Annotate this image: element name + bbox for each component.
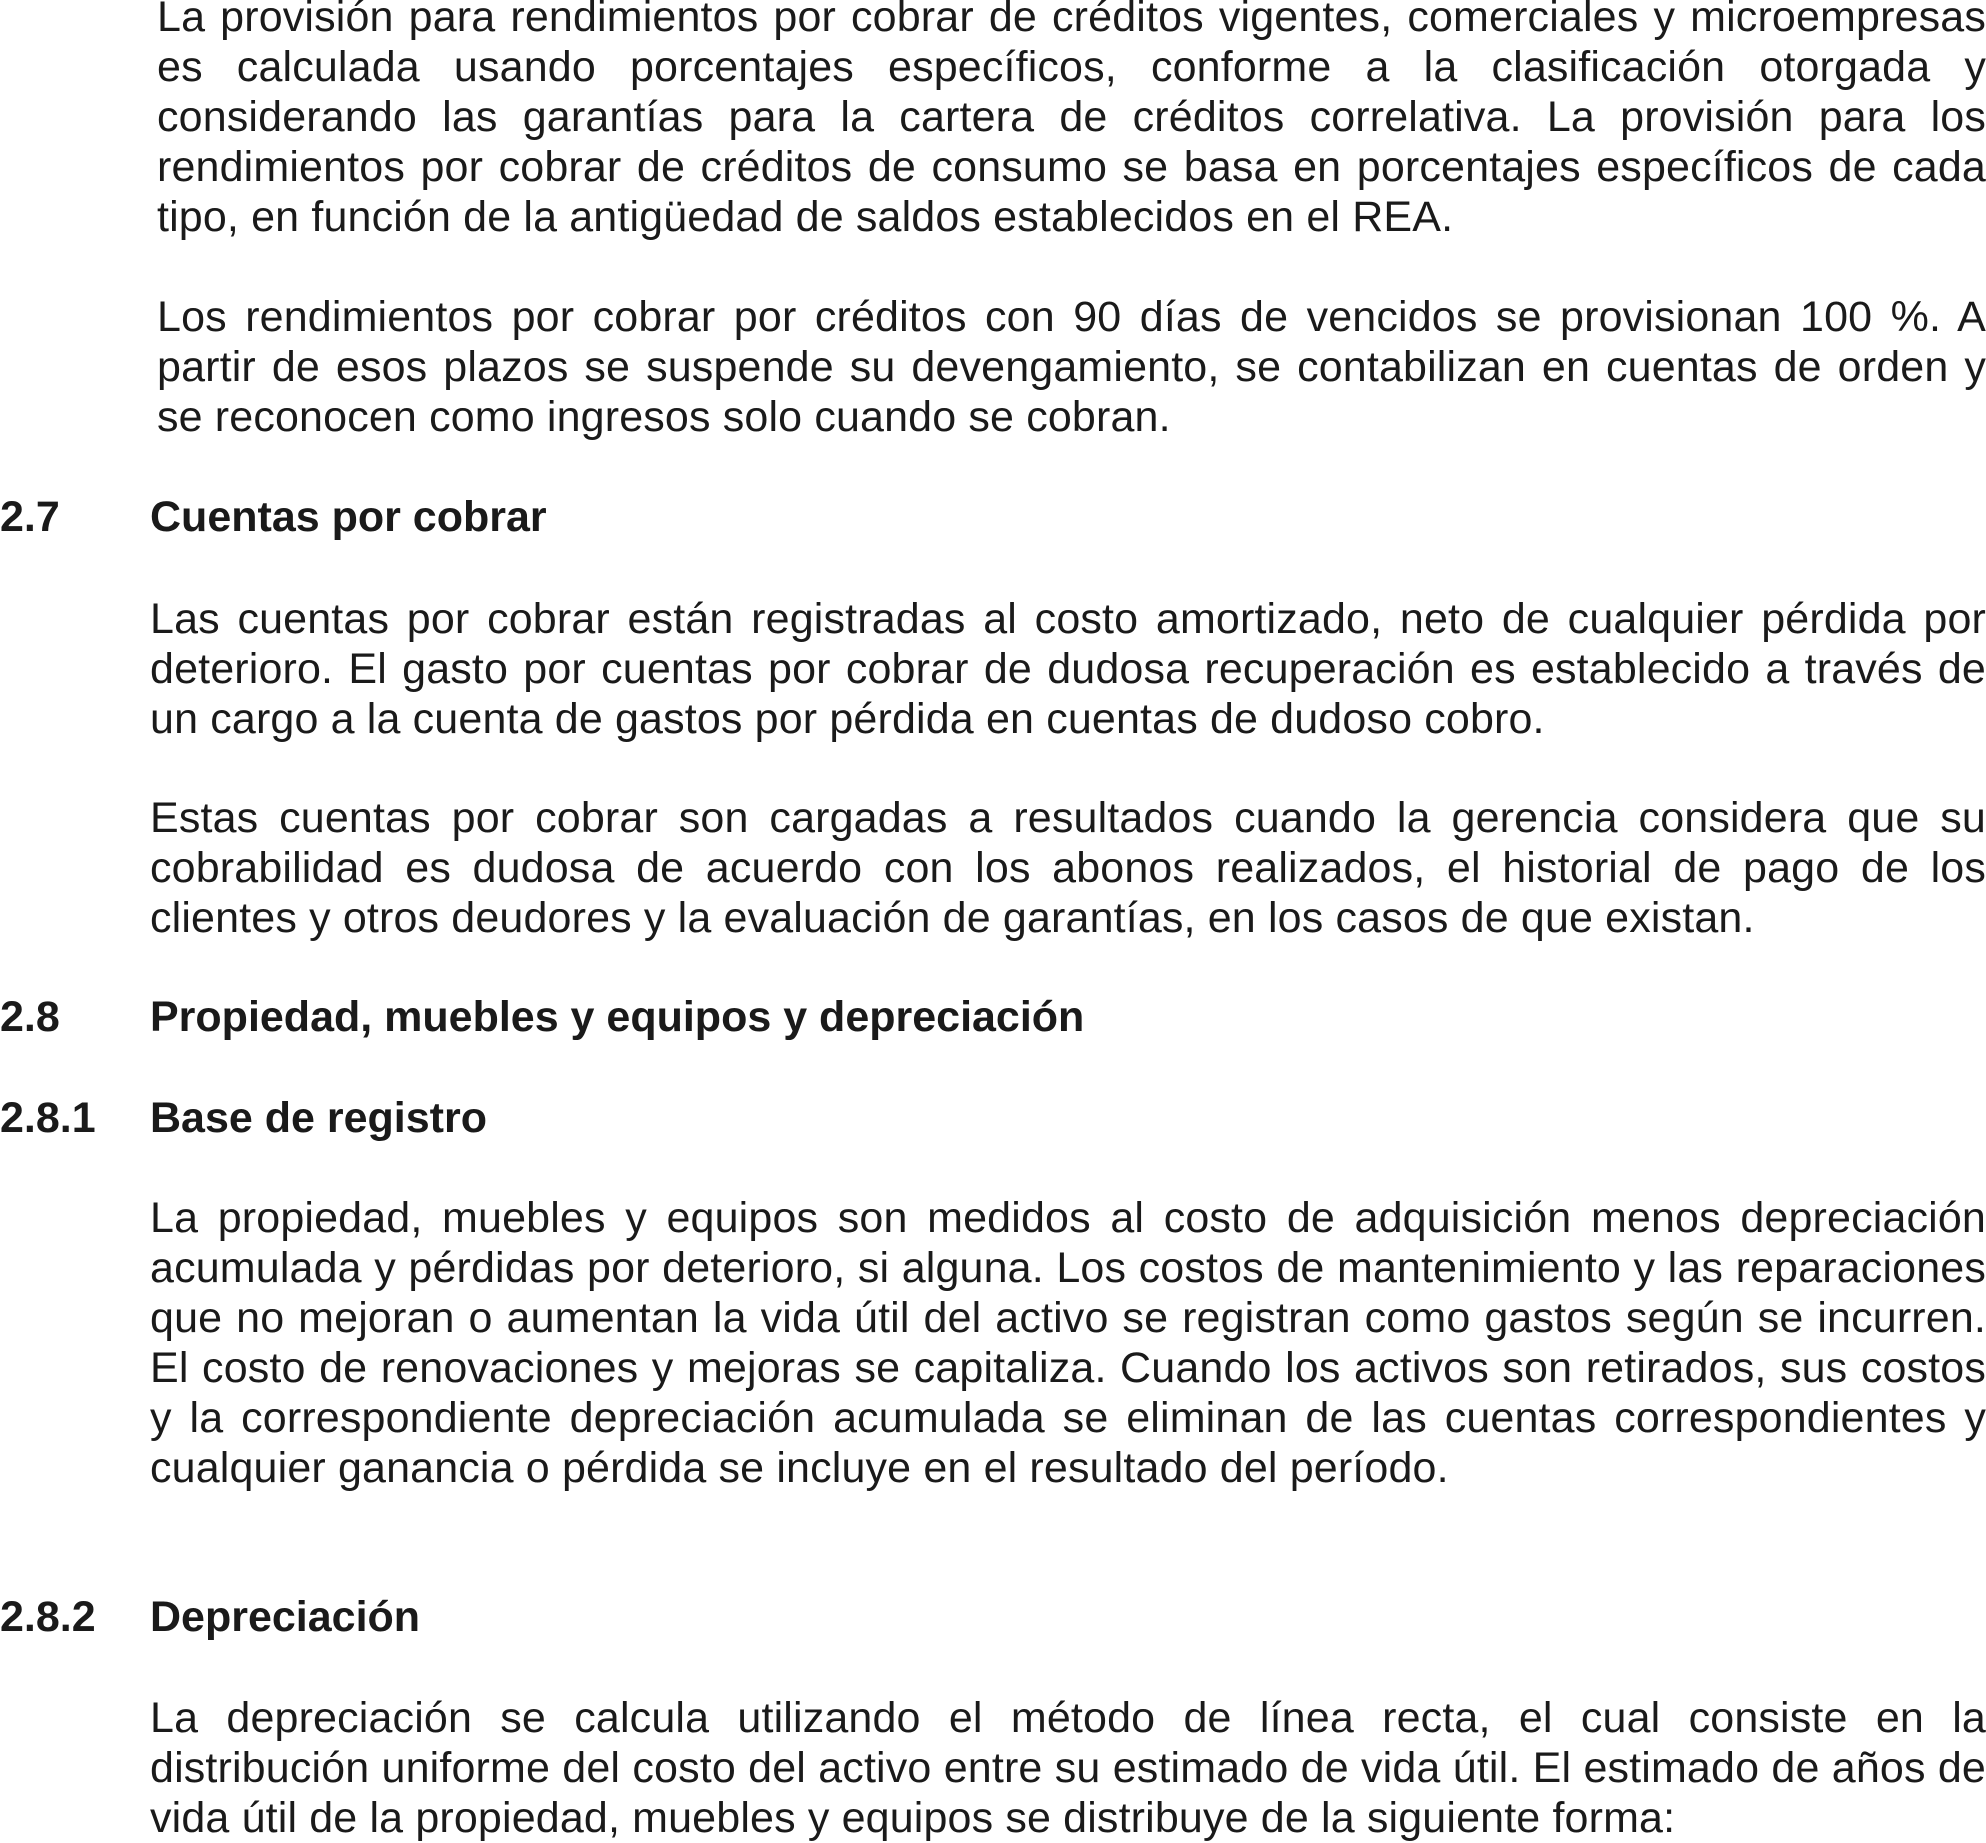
section-title: Propiedad, muebles y equipos y depreciación	[150, 993, 1085, 1041]
section-number: 2.7	[0, 493, 60, 541]
paragraph-rendimientos-vencidos: Los rendimientos por cobrar por créditos con 90 días de vencidos se provisionan 100 %. A partir de esos plazos se suspende su devengamiento, se contabilizan en cuentas de orden y se reconocen como ingresos solo cuando se cobran.	[157, 293, 1986, 441]
section-number: 2.8.1	[0, 1094, 96, 1142]
paragraph-cuentas-por-cobrar: Las cuentas por cobrar están registradas al costo amortizado, neto de cualquier pérdida por deterioro. El gasto por cuentas por cobrar de dudosa recuperación es establecido a través de un cargo a la cuenta de gastos por pérdida en cuentas de dudoso cobro.	[150, 595, 1986, 743]
section-title: Base de registro	[150, 1094, 487, 1142]
paragraph-provision-rendimientos: La provisión para rendimientos por cobrar de créditos vigentes, comerciales y microempresas es calculada usando porcentajes específicos, conforme a la clasificación otorgada y considerando las garantías para la cartera de créditos correlativa. La provisión para los rendimientos por cobrar de créditos de consumo se basa en porcentajes específicos de cada tipo, en función de la antigüedad de saldos establecidos en el REA.	[157, 0, 1986, 241]
section-number: 2.8	[0, 993, 60, 1041]
paragraph-cuentas-cargadas-resultados: Estas cuentas por cobrar son cargadas a resultados cuando la gerencia considera que su cobrabilidad es dudosa de acuerdo con los abonos realizados, el historial de pago de los clientes y otros deudores y la evaluación de garantías, en los casos de que existan.	[150, 794, 1986, 942]
section-title: Depreciación	[150, 1593, 421, 1641]
section-number: 2.8.2	[0, 1593, 96, 1641]
paragraph-depreciacion: La depreciación se calcula utilizando el método de línea recta, el cual consiste en la distribución uniforme del costo del activo entre su estimado de vida útil. El estimado de años de vida útil de la propiedad, muebles y equipos se distribuye de la siguiente forma:	[150, 1694, 1986, 1842]
paragraph-base-de-registro: La propiedad, muebles y equipos son medidos al costo de adquisición menos depreciación acumulada y pérdidas por deterioro, si alguna. Los costos de mantenimiento y las reparaciones que no mejoran o aumentan la vida útil del activo se registran como gastos según se incurren. El costo de renovaciones y mejoras se capitaliza. Cuando los activos son retirados, sus costos y la correspondiente depreciación acumulada se eliminan de las cuentas correspondientes y cualquier ganancia o pérdida se incluye en el resultado del período.	[150, 1194, 1986, 1492]
section-title: Cuentas por cobrar	[150, 493, 547, 541]
